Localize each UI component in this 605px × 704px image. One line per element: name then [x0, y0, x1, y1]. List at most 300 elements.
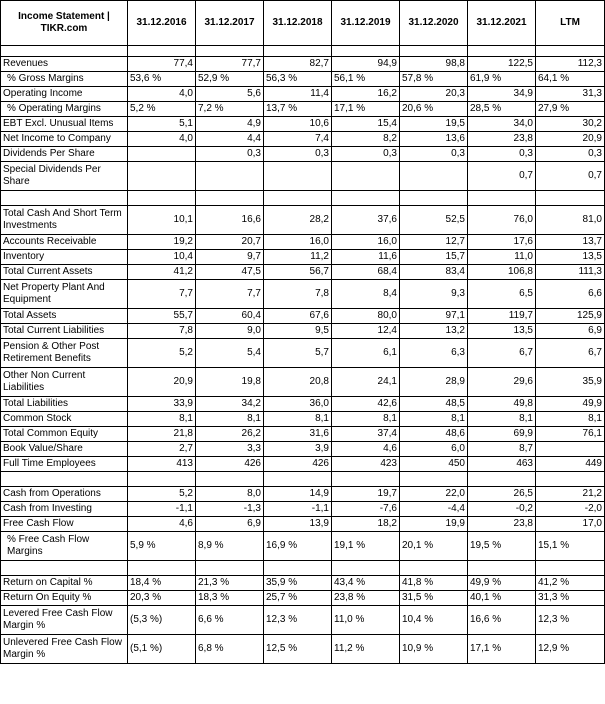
row-label: Total Assets [1, 309, 128, 324]
value-cell: 26,2 [196, 427, 264, 442]
value-cell: 13,7 % [264, 102, 332, 117]
value-cell: 12,9 % [536, 635, 605, 664]
blank-cell [332, 191, 400, 206]
value-cell: 6,1 [332, 339, 400, 368]
value-cell: -1,1 [128, 502, 196, 517]
value-cell: 14,9 [264, 487, 332, 502]
value-cell: 20,9 [128, 368, 196, 397]
row-label: Accounts Receivable [1, 235, 128, 250]
value-cell: 5,6 [196, 87, 264, 102]
value-cell: 97,1 [400, 309, 468, 324]
value-cell: 8,1 [400, 412, 468, 427]
value-cell: 48,6 [400, 427, 468, 442]
value-cell: 6,5 [468, 280, 536, 309]
value-cell: 8,1 [468, 412, 536, 427]
row-label: Book Value/Share [1, 442, 128, 457]
value-cell: 34,0 [468, 117, 536, 132]
value-cell: (5,3 %) [128, 606, 196, 635]
value-cell: 55,7 [128, 309, 196, 324]
value-cell: 13,5 [468, 324, 536, 339]
value-cell: 34,9 [468, 87, 536, 102]
value-cell: 10,6 [264, 117, 332, 132]
value-cell: 48,5 [400, 397, 468, 412]
value-cell: 43,4 % [332, 576, 400, 591]
value-cell: 12,7 [400, 235, 468, 250]
blank-cell [536, 46, 605, 57]
value-cell: 4,0 [128, 87, 196, 102]
value-cell: 5,2 [128, 339, 196, 368]
value-cell: 42,6 [332, 397, 400, 412]
value-cell: -0,2 [468, 502, 536, 517]
row-label: Total Cash And Short Term Investments [1, 206, 128, 235]
table-row [1, 368, 605, 397]
value-cell: -2,0 [536, 502, 605, 517]
value-cell: 8,7 [468, 442, 536, 457]
value-cell: 8,0 [196, 487, 264, 502]
value-cell: 31,3 [536, 87, 605, 102]
value-cell: 17,1 % [332, 102, 400, 117]
value-cell: 21,3 % [196, 576, 264, 591]
value-cell: 21,2 [536, 487, 605, 502]
value-cell: 52,5 [400, 206, 468, 235]
table-row [1, 117, 605, 132]
table-row [1, 102, 605, 117]
column-header: 31.12.2020 [400, 1, 468, 46]
value-cell: 13,6 [400, 132, 468, 147]
value-cell: 20,1 % [400, 532, 468, 561]
value-cell: 426 [264, 457, 332, 472]
value-cell: 12,4 [332, 324, 400, 339]
blank-cell [1, 472, 128, 487]
value-cell: 112,3 [536, 57, 605, 72]
table-row [1, 309, 605, 324]
blank-cell [264, 561, 332, 576]
row-label: Free Cash Flow [1, 517, 128, 532]
table-row [1, 132, 605, 147]
blank-row [1, 472, 605, 487]
row-label: Total Current Liabilities [1, 324, 128, 339]
value-cell: 20,8 [264, 368, 332, 397]
value-cell: (5,1 %) [128, 635, 196, 664]
table-row [1, 280, 605, 309]
table-row [1, 442, 605, 457]
row-label: Inventory [1, 250, 128, 265]
value-cell [332, 162, 400, 191]
value-cell: 98,8 [400, 57, 468, 72]
value-cell: 5,2 [128, 487, 196, 502]
value-cell: 0,3 [400, 147, 468, 162]
value-cell: 8,1 [332, 412, 400, 427]
value-cell: 81,0 [536, 206, 605, 235]
value-cell: 0,3 [196, 147, 264, 162]
value-cell: 19,9 [400, 517, 468, 532]
value-cell: 31,3 % [536, 591, 605, 606]
column-header: 31.12.2019 [332, 1, 400, 46]
value-cell: 18,4 % [128, 576, 196, 591]
value-cell: 12,3 % [264, 606, 332, 635]
value-cell [536, 442, 605, 457]
value-cell: 19,5 % [468, 532, 536, 561]
table-row [1, 339, 605, 368]
value-cell: 49,9 % [468, 576, 536, 591]
row-label: Return on Capital % [1, 576, 128, 591]
row-label: % Operating Margins [1, 102, 128, 117]
value-cell: 8,1 [128, 412, 196, 427]
value-cell: 16,6 % [468, 606, 536, 635]
value-cell: 37,4 [332, 427, 400, 442]
row-label: Cash from Operations [1, 487, 128, 502]
value-cell: 5,4 [196, 339, 264, 368]
blank-cell [332, 561, 400, 576]
blank-cell [128, 46, 196, 57]
row-label: Cash from Investing [1, 502, 128, 517]
value-cell: 61,9 % [468, 72, 536, 87]
table-row [1, 235, 605, 250]
value-cell: 82,7 [264, 57, 332, 72]
value-cell: 31,6 [264, 427, 332, 442]
value-cell: 23,8 % [332, 591, 400, 606]
value-cell: 20,7 [196, 235, 264, 250]
value-cell: 7,8 [264, 280, 332, 309]
value-cell: 0,3 [264, 147, 332, 162]
value-cell: 33,9 [128, 397, 196, 412]
value-cell: 4,9 [196, 117, 264, 132]
value-cell: 47,5 [196, 265, 264, 280]
blank-cell [196, 46, 264, 57]
table-row [1, 324, 605, 339]
value-cell: 16,9 % [264, 532, 332, 561]
blank-row [1, 561, 605, 576]
value-cell: 20,3 [400, 87, 468, 102]
value-cell: -7,6 [332, 502, 400, 517]
table-row [1, 265, 605, 280]
row-label: Dividends Per Share [1, 147, 128, 162]
value-cell: 19,5 [400, 117, 468, 132]
header-label: Income Statement | TIKR.com [1, 1, 128, 46]
row-label: Full Time Employees [1, 457, 128, 472]
value-cell: 6,7 [536, 339, 605, 368]
row-label: Total Common Equity [1, 427, 128, 442]
row-label: Return On Equity % [1, 591, 128, 606]
value-cell: 463 [468, 457, 536, 472]
value-cell: 30,2 [536, 117, 605, 132]
value-cell: 449 [536, 457, 605, 472]
value-cell: 16,2 [332, 87, 400, 102]
value-cell: 34,2 [196, 397, 264, 412]
blank-cell [128, 191, 196, 206]
value-cell: 6,6 % [196, 606, 264, 635]
value-cell: 17,6 [468, 235, 536, 250]
value-cell: 56,7 [264, 265, 332, 280]
blank-cell [264, 191, 332, 206]
blank-cell [400, 46, 468, 57]
value-cell: 9,0 [196, 324, 264, 339]
blank-cell [468, 46, 536, 57]
value-cell: 17,1 % [468, 635, 536, 664]
table-row [1, 502, 605, 517]
blank-cell [196, 191, 264, 206]
blank-cell [196, 561, 264, 576]
value-cell: 11,0 % [332, 606, 400, 635]
row-label: Other Non Current Liabilities [1, 368, 128, 397]
value-cell: 76,0 [468, 206, 536, 235]
value-cell: 0,3 [536, 147, 605, 162]
value-cell [196, 162, 264, 191]
value-cell: 15,4 [332, 117, 400, 132]
column-header: 31.12.2017 [196, 1, 264, 46]
blank-cell [332, 46, 400, 57]
value-cell: 31,5 % [400, 591, 468, 606]
value-cell: 40,1 % [468, 591, 536, 606]
value-cell: 6,9 [536, 324, 605, 339]
table-row [1, 576, 605, 591]
value-cell: 20,3 % [128, 591, 196, 606]
value-cell: 17,0 [536, 517, 605, 532]
table-row [1, 87, 605, 102]
value-cell: 6,8 % [196, 635, 264, 664]
row-label: Special Dividends Per Share [1, 162, 128, 191]
value-cell: 23,8 [468, 132, 536, 147]
value-cell: -1,3 [196, 502, 264, 517]
value-cell: 4,6 [128, 517, 196, 532]
value-cell: 0,7 [468, 162, 536, 191]
value-cell: -1,1 [264, 502, 332, 517]
value-cell: 16,6 [196, 206, 264, 235]
blank-cell [1, 46, 128, 57]
blank-cell [468, 472, 536, 487]
value-cell: 4,6 [332, 442, 400, 457]
value-cell [128, 162, 196, 191]
blank-cell [128, 561, 196, 576]
value-cell: 7,8 [128, 324, 196, 339]
blank-row [1, 46, 605, 57]
value-cell: 35,9 % [264, 576, 332, 591]
table-row [1, 147, 605, 162]
value-cell: 0,7 [536, 162, 605, 191]
value-cell: 41,2 [128, 265, 196, 280]
row-label: Operating Income [1, 87, 128, 102]
blank-cell [264, 46, 332, 57]
value-cell: 11,2 [264, 250, 332, 265]
value-cell: 52,9 % [196, 72, 264, 87]
table-row [1, 635, 605, 664]
value-cell: 413 [128, 457, 196, 472]
blank-cell [196, 472, 264, 487]
table-row [1, 250, 605, 265]
table-row [1, 517, 605, 532]
value-cell: 7,7 [196, 280, 264, 309]
value-cell: 69,9 [468, 427, 536, 442]
value-cell: 16,0 [264, 235, 332, 250]
value-cell: 41,8 % [400, 576, 468, 591]
table-row [1, 412, 605, 427]
value-cell: 68,4 [332, 265, 400, 280]
blank-cell [468, 561, 536, 576]
blank-cell [400, 472, 468, 487]
row-label: Levered Free Cash Flow Margin % [1, 606, 128, 635]
blank-cell [264, 472, 332, 487]
column-header: 31.12.2021 [468, 1, 536, 46]
value-cell: -4,4 [400, 502, 468, 517]
value-cell: 9,5 [264, 324, 332, 339]
row-label: EBT Excl. Unusual Items [1, 117, 128, 132]
value-cell: 25,7 % [264, 591, 332, 606]
table-row [1, 591, 605, 606]
blank-cell [536, 561, 605, 576]
value-cell: 28,5 % [468, 102, 536, 117]
value-cell: 6,9 [196, 517, 264, 532]
value-cell: 94,9 [332, 57, 400, 72]
value-cell: 56,3 % [264, 72, 332, 87]
row-label: Net Income to Company [1, 132, 128, 147]
value-cell: 125,9 [536, 309, 605, 324]
value-cell: 4,0 [128, 132, 196, 147]
value-cell: 5,1 [128, 117, 196, 132]
value-cell: 8,1 [264, 412, 332, 427]
value-cell: 24,1 [332, 368, 400, 397]
blank-cell [536, 191, 605, 206]
value-cell: 19,2 [128, 235, 196, 250]
value-cell: 11,4 [264, 87, 332, 102]
value-cell: 8,4 [332, 280, 400, 309]
value-cell: 83,4 [400, 265, 468, 280]
value-cell: 111,3 [536, 265, 605, 280]
value-cell: 6,3 [400, 339, 468, 368]
value-cell: 41,2 % [536, 576, 605, 591]
value-cell: 8,2 [332, 132, 400, 147]
blank-cell [536, 472, 605, 487]
value-cell: 18,3 % [196, 591, 264, 606]
value-cell: 53,6 % [128, 72, 196, 87]
value-cell: 60,4 [196, 309, 264, 324]
value-cell: 16,0 [332, 235, 400, 250]
value-cell: 57,8 % [400, 72, 468, 87]
value-cell: 8,1 [536, 412, 605, 427]
row-label: % Free Cash Flow Margins [1, 532, 128, 561]
row-label: Pension & Other Post Retirement Benefits [1, 339, 128, 368]
value-cell: 5,9 % [128, 532, 196, 561]
value-cell: 12,5 % [264, 635, 332, 664]
value-cell [264, 162, 332, 191]
value-cell: 8,1 [196, 412, 264, 427]
table-row [1, 72, 605, 87]
value-cell: 11,2 % [332, 635, 400, 664]
blank-cell [468, 191, 536, 206]
table-row [1, 487, 605, 502]
table-row [1, 57, 605, 72]
value-cell: 19,8 [196, 368, 264, 397]
value-cell: 26,5 [468, 487, 536, 502]
value-cell: 119,7 [468, 309, 536, 324]
value-cell: 23,8 [468, 517, 536, 532]
blank-cell [400, 561, 468, 576]
value-cell: 76,1 [536, 427, 605, 442]
value-cell [400, 162, 468, 191]
value-cell: 3,3 [196, 442, 264, 457]
value-cell [128, 147, 196, 162]
value-cell: 13,7 [536, 235, 605, 250]
column-header: LTM [536, 1, 605, 46]
value-cell: 7,2 % [196, 102, 264, 117]
table-row [1, 606, 605, 635]
table-body [1, 46, 605, 664]
value-cell: 20,6 % [400, 102, 468, 117]
value-cell: 20,9 [536, 132, 605, 147]
value-cell: 18,2 [332, 517, 400, 532]
value-cell: 423 [332, 457, 400, 472]
value-cell: 450 [400, 457, 468, 472]
row-label: Total Current Assets [1, 265, 128, 280]
blank-cell [1, 191, 128, 206]
table-row [1, 532, 605, 561]
value-cell: 0,3 [468, 147, 536, 162]
value-cell: 77,4 [128, 57, 196, 72]
row-label: % Gross Margins [1, 72, 128, 87]
value-cell: 0,3 [332, 147, 400, 162]
value-cell: 15,7 [400, 250, 468, 265]
value-cell: 21,8 [128, 427, 196, 442]
value-cell: 10,1 [128, 206, 196, 235]
value-cell: 8,9 % [196, 532, 264, 561]
value-cell: 4,4 [196, 132, 264, 147]
table-row [1, 427, 605, 442]
value-cell: 49,9 [536, 397, 605, 412]
value-cell: 19,7 [332, 487, 400, 502]
value-cell: 19,1 % [332, 532, 400, 561]
value-cell: 12,3 % [536, 606, 605, 635]
blank-cell [400, 191, 468, 206]
column-header: 31.12.2016 [128, 1, 196, 46]
value-cell: 10,9 % [400, 635, 468, 664]
value-cell: 9,3 [400, 280, 468, 309]
value-cell: 5,7 [264, 339, 332, 368]
row-label: Net Property Plant And Equipment [1, 280, 128, 309]
value-cell: 7,4 [264, 132, 332, 147]
table-row [1, 206, 605, 235]
table-row [1, 457, 605, 472]
blank-cell [332, 472, 400, 487]
value-cell: 80,0 [332, 309, 400, 324]
value-cell: 2,7 [128, 442, 196, 457]
value-cell: 3,9 [264, 442, 332, 457]
value-cell: 28,9 [400, 368, 468, 397]
value-cell: 15,1 % [536, 532, 605, 561]
value-cell: 49,8 [468, 397, 536, 412]
value-cell: 36,0 [264, 397, 332, 412]
table-row [1, 397, 605, 412]
column-header: 31.12.2018 [264, 1, 332, 46]
value-cell: 13,2 [400, 324, 468, 339]
value-cell: 122,5 [468, 57, 536, 72]
row-label: Total Liabilities [1, 397, 128, 412]
header-row [1, 1, 605, 46]
value-cell: 35,9 [536, 368, 605, 397]
value-cell: 5,2 % [128, 102, 196, 117]
blank-cell [1, 561, 128, 576]
value-cell: 426 [196, 457, 264, 472]
value-cell: 29,6 [468, 368, 536, 397]
value-cell: 27,9 % [536, 102, 605, 117]
value-cell: 22,0 [400, 487, 468, 502]
value-cell: 56,1 % [332, 72, 400, 87]
value-cell: 28,2 [264, 206, 332, 235]
value-cell: 11,6 [332, 250, 400, 265]
value-cell: 6,0 [400, 442, 468, 457]
blank-cell [128, 472, 196, 487]
value-cell: 10,4 % [400, 606, 468, 635]
row-label: Common Stock [1, 412, 128, 427]
row-label: Unlevered Free Cash Flow Margin % [1, 635, 128, 664]
